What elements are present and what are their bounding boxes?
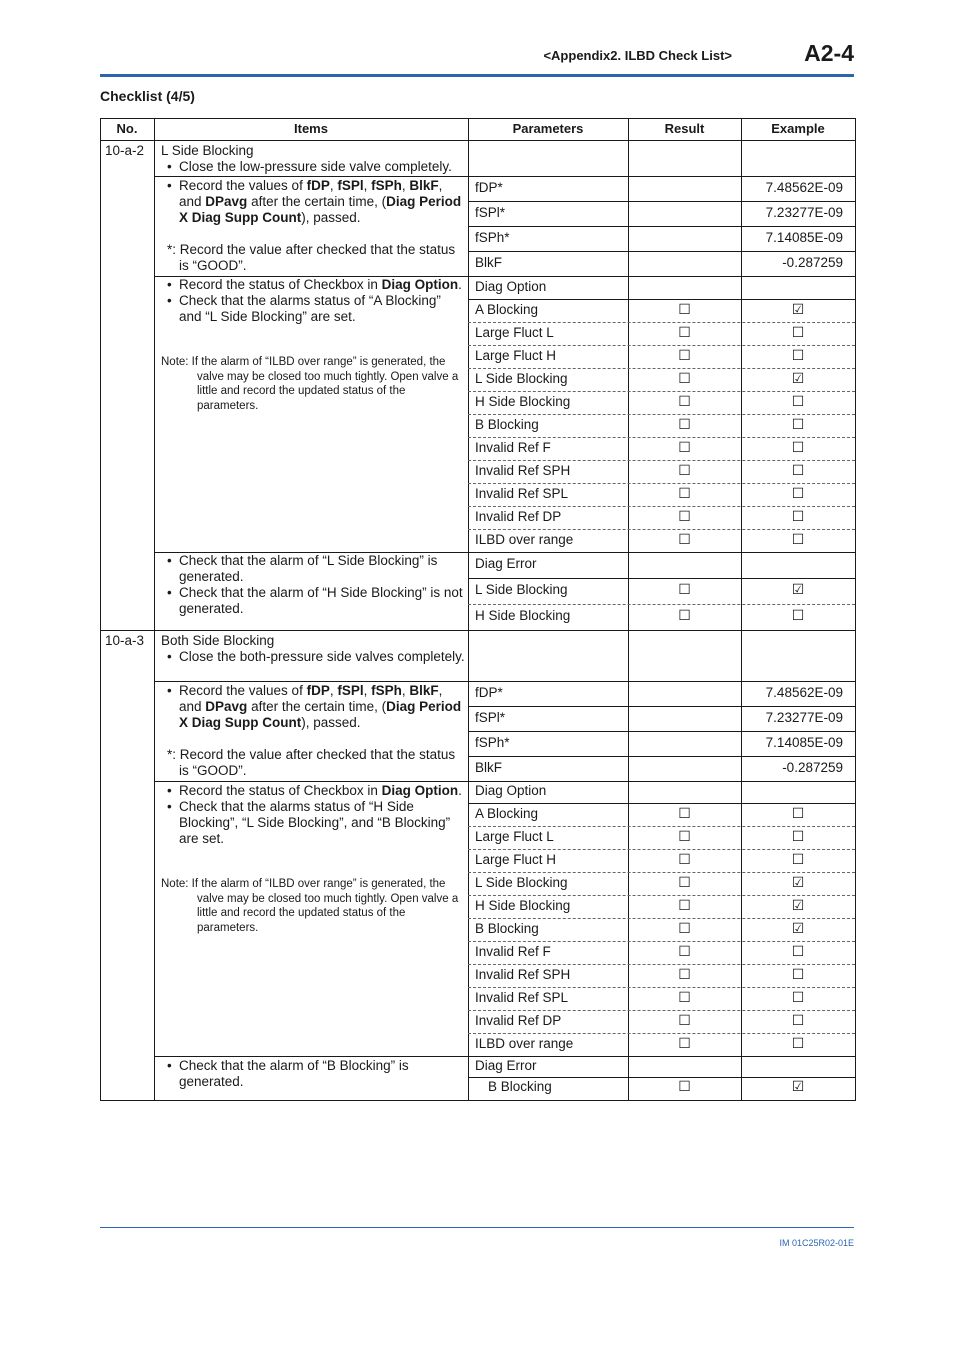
- example-checkbox: ☐: [791, 966, 805, 982]
- grid-line: [468, 460, 855, 461]
- parameter-label: Large Fluct L: [475, 829, 554, 844]
- grid-line: [468, 118, 469, 1101]
- grid-line: [468, 529, 855, 530]
- step-record-values: • Record the values of fDP, fSPl, fSPh, BlkF, and DPavg after the certain time, (Diag Period X Diag Supp Count), passed.: [161, 178, 466, 226]
- step-record-status: • Record the status of Checkbox in Diag Option.: [161, 783, 466, 799]
- parameter-label: L Side Blocking: [475, 582, 568, 597]
- example-value: 7.14085E-09: [765, 230, 843, 245]
- result-checkbox: ☐: [678, 1078, 691, 1094]
- result-checkbox: ☐: [678, 485, 691, 501]
- grid-line: [855, 118, 856, 1101]
- grid-line: [100, 118, 101, 1101]
- parameter-label: B Blocking: [475, 921, 539, 936]
- header-title: <Appendix2. ILBD Check List>: [543, 48, 732, 63]
- footnote: *: Record the value after checked that the status is “GOOD”.: [167, 747, 456, 778]
- grid-line: [468, 941, 855, 942]
- example-value: -0.287259: [782, 760, 843, 775]
- header-rule: [100, 74, 854, 77]
- parameter-label: Diag Error: [475, 1058, 537, 1073]
- result-checkbox: ☐: [678, 301, 691, 317]
- example-checkbox: ☐: [791, 439, 805, 455]
- grid-line: [468, 987, 855, 988]
- parameter-label: Invalid Ref SPL: [475, 486, 569, 501]
- example-checkbox: ☑: [791, 897, 805, 913]
- example-checkbox: ☐: [791, 851, 805, 867]
- parameter-label: ILBD over range: [475, 532, 574, 547]
- parameter-label: fDP*: [475, 685, 503, 700]
- parameter-label: Invalid Ref DP: [475, 1013, 562, 1028]
- example-checkbox: ☐: [791, 393, 805, 409]
- grid-line: [154, 1056, 855, 1057]
- document-id: IM 01C25R02-01E: [779, 1238, 854, 1248]
- result-checkbox: ☐: [678, 324, 691, 340]
- result-checkbox: ☐: [678, 347, 691, 363]
- parameter-label: B Blocking: [488, 1079, 552, 1094]
- note-ilbd-over-range: Note: If the alarm of “ILBD over range” is generated, the valve may be closed too much tightly. Open valve a little and record the updated status of the parameters.: [161, 356, 459, 412]
- grid-line: [154, 781, 855, 782]
- parameter-label: Invalid Ref SPL: [475, 990, 569, 1005]
- parameter-label: H Side Blocking: [475, 608, 571, 623]
- step-check-not-generated: • Check that the alarm of “H Side Blocking” is not generated.: [161, 585, 466, 617]
- grid-line: [468, 414, 855, 415]
- parameter-label: BlkF: [475, 760, 502, 775]
- example-checkbox: ☑: [791, 301, 805, 317]
- parameter-label: BlkF: [475, 255, 502, 270]
- result-checkbox: ☐: [678, 805, 691, 821]
- grid-line: [468, 872, 855, 873]
- item-check-diag-error: [161, 1058, 466, 1090]
- grid-line: [468, 345, 855, 346]
- example-checkbox: ☐: [791, 531, 805, 547]
- grid-line: [468, 803, 855, 804]
- example-checkbox: ☐: [791, 828, 805, 844]
- example-checkbox: ☐: [791, 607, 805, 623]
- grid-line: [468, 1033, 855, 1034]
- grid-line: [468, 706, 855, 707]
- grid-line: [154, 552, 855, 553]
- item-record-values: [161, 178, 466, 274]
- result-checkbox: ☐: [678, 393, 691, 409]
- grid-line: [468, 964, 855, 965]
- parameter-label: Large Fluct H: [475, 348, 557, 363]
- col-header-example: Example: [771, 121, 825, 136]
- item-record-values: [161, 683, 466, 779]
- example-checkbox: ☑: [791, 920, 805, 936]
- result-checkbox: ☐: [678, 370, 691, 386]
- grid-line: [154, 681, 855, 682]
- parameter-label: fSPh*: [475, 230, 510, 245]
- parameter-label: Invalid Ref DP: [475, 509, 562, 524]
- item-title: Both Side Blocking: [161, 633, 275, 648]
- step-check-generated: • Check that the alarm of “B Blocking” is generated.: [161, 1058, 466, 1090]
- parameter-label: Invalid Ref SPH: [475, 967, 571, 982]
- parameter-label: Diag Option: [475, 783, 547, 798]
- grid-line: [468, 226, 855, 227]
- result-checkbox: ☐: [678, 897, 691, 913]
- footer-rule: [100, 1227, 854, 1228]
- example-value: 7.23277E-09: [765, 710, 843, 725]
- example-value: 7.48562E-09: [765, 685, 843, 700]
- example-checkbox: ☐: [791, 416, 805, 432]
- result-checkbox: ☐: [678, 1035, 691, 1051]
- result-checkbox: ☐: [678, 851, 691, 867]
- example-value: 7.23277E-09: [765, 205, 843, 220]
- result-checkbox: ☐: [678, 1012, 691, 1028]
- example-value: 7.48562E-09: [765, 180, 843, 195]
- parameter-label: fSPl*: [475, 710, 506, 725]
- grid-line: [468, 391, 855, 392]
- step-check-alarms: • Check that the alarms status of “A Blocking” and “L Side Blocking” are set.: [161, 293, 466, 325]
- grid-line: [468, 918, 855, 919]
- row-number: 10-a-3: [105, 633, 145, 648]
- result-checkbox: ☐: [678, 581, 691, 597]
- parameter-label: H Side Blocking: [475, 898, 571, 913]
- grid-line: [468, 604, 855, 605]
- example-checkbox: ☐: [791, 462, 805, 478]
- example-checkbox: ☑: [791, 1078, 805, 1094]
- example-checkbox: ☐: [791, 989, 805, 1005]
- result-checkbox: ☐: [678, 416, 691, 432]
- example-value: 7.14085E-09: [765, 735, 843, 750]
- example-checkbox: ☐: [791, 324, 805, 340]
- result-checkbox: ☐: [678, 943, 691, 959]
- result-checkbox: ☐: [678, 989, 691, 1005]
- grid-line: [154, 118, 155, 1101]
- result-checkbox: ☐: [678, 828, 691, 844]
- grid-line: [468, 299, 855, 300]
- step-check-generated: • Check that the alarm of “L Side Blocking” is generated.: [161, 553, 466, 585]
- col-header-no: No.: [116, 121, 138, 136]
- parameter-label: L Side Blocking: [475, 371, 568, 386]
- parameter-label: fSPh*: [475, 735, 510, 750]
- item-check-diag-error: [161, 553, 466, 617]
- grid-line: [154, 276, 855, 277]
- grid-line: [468, 895, 855, 896]
- grid-line: [154, 176, 855, 177]
- result-checkbox: ☐: [678, 508, 691, 524]
- example-checkbox: ☐: [791, 485, 805, 501]
- step-close-valve: • Close the low-pressure side valve completely.: [161, 159, 466, 175]
- example-checkbox: ☐: [791, 943, 805, 959]
- grid-line: [468, 483, 855, 484]
- col-header-parameters: Parameters: [512, 121, 584, 136]
- example-value: -0.287259: [782, 255, 843, 270]
- parameter-label: B Blocking: [475, 417, 539, 432]
- parameter-label: A Blocking: [475, 806, 539, 821]
- parameter-label: ILBD over range: [475, 1036, 574, 1051]
- grid-line: [468, 1010, 855, 1011]
- parameter-label: L Side Blocking: [475, 875, 568, 890]
- parameter-label: Invalid Ref F: [475, 944, 551, 959]
- step-record-values: • Record the values of fDP, fSPl, fSPh, BlkF, and DPavg after the certain time, (Diag Period X Diag Supp Count), passed.: [161, 683, 466, 731]
- result-checkbox: ☐: [678, 874, 691, 890]
- item-title: L Side Blocking: [161, 143, 254, 158]
- result-checkbox: ☐: [678, 966, 691, 982]
- example-checkbox: ☐: [791, 1012, 805, 1028]
- item-record-status: [161, 277, 466, 413]
- grid-line: [468, 437, 855, 438]
- result-checkbox: ☐: [678, 607, 691, 623]
- result-checkbox: ☐: [678, 920, 691, 936]
- parameter-label: Large Fluct H: [475, 852, 557, 867]
- note-ilbd-over-range: Note: If the alarm of “ILBD over range” is generated, the valve may be closed too much tightly. Open valve a little and record the updated status of the parameters.: [161, 878, 459, 934]
- parameter-label: fDP*: [475, 180, 503, 195]
- col-header-result: Result: [664, 121, 705, 136]
- grid-line: [468, 251, 855, 252]
- example-checkbox: ☑: [791, 581, 805, 597]
- grid-line: [468, 201, 855, 202]
- example-checkbox: ☐: [791, 805, 805, 821]
- step-close-valves: • Close the both-pressure side valves completely.: [161, 649, 466, 665]
- example-checkbox: ☑: [791, 874, 805, 890]
- grid-line: [468, 322, 855, 323]
- parameter-label: Invalid Ref SPH: [475, 463, 571, 478]
- example-checkbox: ☐: [791, 347, 805, 363]
- section-title: Checklist (4/5): [100, 88, 195, 104]
- footnote: *: Record the value after checked that the status is “GOOD”.: [167, 242, 456, 273]
- parameter-label: A Blocking: [475, 302, 539, 317]
- item-heading: [161, 633, 466, 665]
- col-header-items: Items: [294, 121, 328, 136]
- grid-line: [468, 826, 855, 827]
- example-checkbox: ☐: [791, 508, 805, 524]
- parameter-label: Large Fluct L: [475, 325, 554, 340]
- parameter-label: Diag Option: [475, 279, 547, 294]
- result-checkbox: ☐: [678, 439, 691, 455]
- parameter-label: Diag Error: [475, 556, 537, 571]
- step-check-alarms: • Check that the alarms status of “H Side Blocking”, “L Side Blocking”, and “B Blocking” are set.: [161, 799, 466, 847]
- example-checkbox: ☑: [791, 370, 805, 386]
- parameter-label: Invalid Ref F: [475, 440, 551, 455]
- step-record-status: • Record the status of Checkbox in Diag Option.: [161, 277, 466, 293]
- grid-line: [468, 368, 855, 369]
- page-number: A2-4: [804, 40, 854, 66]
- row-number: 10-a-2: [105, 143, 145, 158]
- parameter-label: fSPl*: [475, 205, 506, 220]
- result-checkbox: ☐: [678, 531, 691, 547]
- item-record-status: [161, 783, 466, 935]
- grid-line: [468, 849, 855, 850]
- checklist-table: [100, 118, 855, 1101]
- grid-line: [468, 756, 855, 757]
- parameter-label: H Side Blocking: [475, 394, 571, 409]
- result-checkbox: ☐: [678, 462, 691, 478]
- grid-line: [468, 731, 855, 732]
- example-checkbox: ☐: [791, 1035, 805, 1051]
- grid-line: [468, 506, 855, 507]
- item-heading: [161, 143, 466, 175]
- grid-line: [468, 578, 855, 579]
